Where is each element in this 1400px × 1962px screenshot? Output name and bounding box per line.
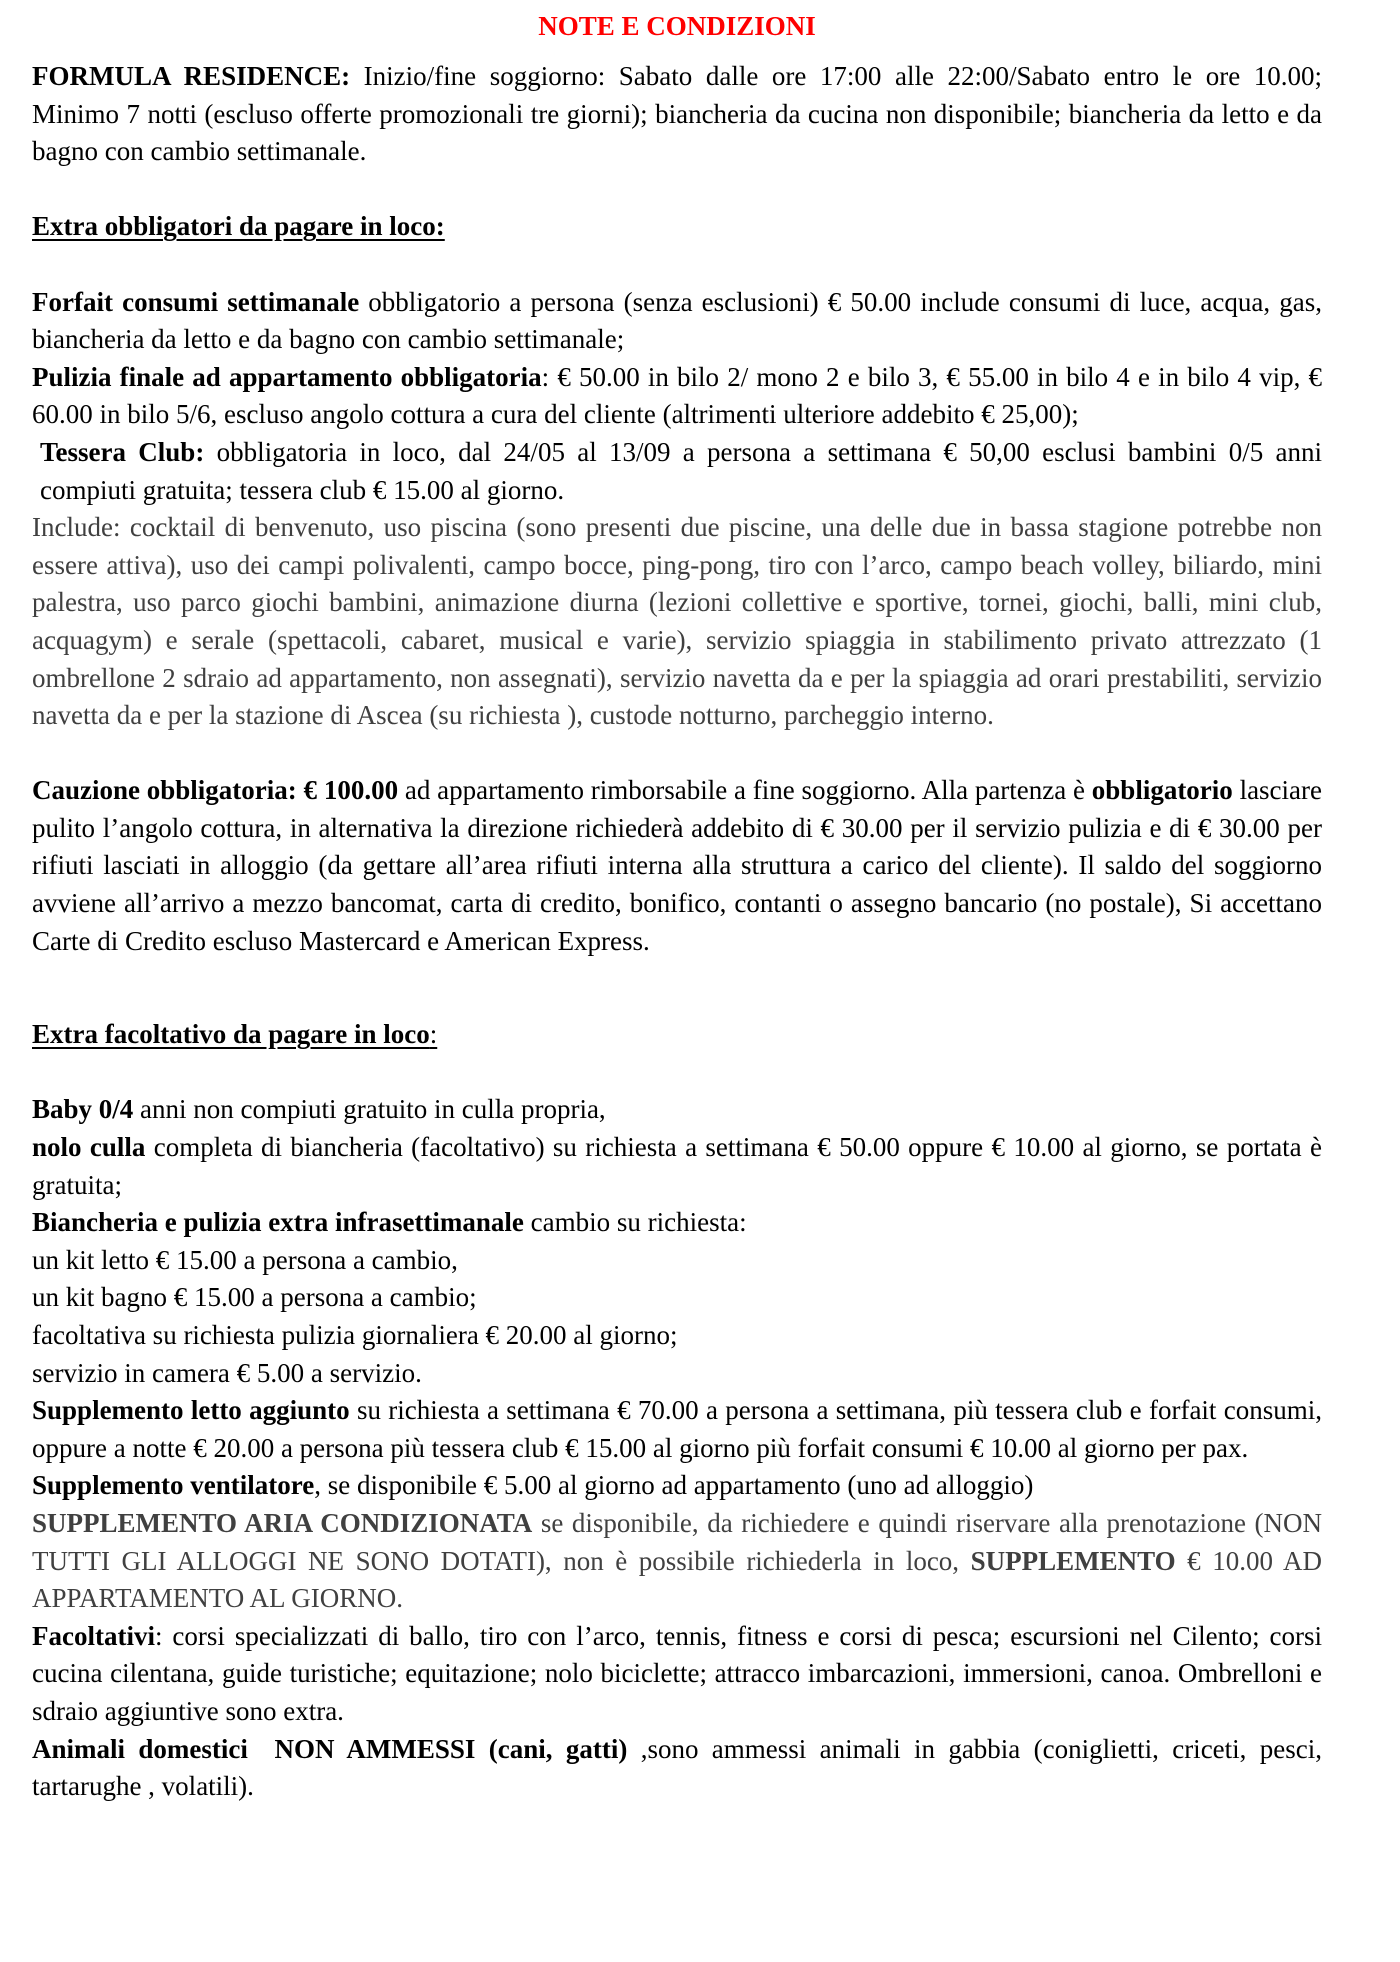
- nolo-culla-label: nolo culla: [32, 1132, 146, 1163]
- facoltativi-paragraph: [32, 1618, 1322, 1731]
- spacer: [32, 246, 1322, 284]
- biancheria-label: Biancheria e pulizia extra infrasettimanale: [32, 1207, 524, 1238]
- include-paragraph: Include: cocktail di benvenuto, uso piscina (sono presenti due piscine, una delle due in bassa stagione potrebbe non essere attiva), uso dei campi polivalenti, campo bocce, ping-pong, tiro con l’arco, campo beach volley, biliardo, mini palestra, uso parco giochi bambini, animazione diurna (lezioni collettive e sportive, tornei, giochi, balli, mini club, acquagym) e serale (spettacoli, cabaret, musical e varie), servizio spiaggia in stabilimento privato attrezzato (1 ombrellone 2 sdraio ad appartamento, non assegnati), servizio navetta da e per la spiaggia ad orari prestabiliti, servizio navetta da e per la stazione di Ascea (su richiesta ), custode notturno, parcheggio interno.: [32, 512, 1322, 731]
- supplemento-aria-bold: SUPPLEMENTO: [970, 1545, 1176, 1576]
- pulizia-finale-text: : € 50.00 in bilo 2/ mono 2 e bilo 3, € 55.00 in bilo 4 e in bilo 4 vip, € 60.00 in bilo 5/6, escluso angolo cottura a cura del cliente (altrimenti ulteriore addebito € 25,00);: [32, 361, 1322, 430]
- forfait-consumi-text: obbligatorio a persona (senza esclusioni) € 50.00 include consumi di luce, acqua, gas, biancheria da letto e da bagno con cambio settimanale;: [32, 286, 1322, 355]
- spacer: [32, 735, 1322, 773]
- facoltativi-label: Facoltativi: [32, 1620, 155, 1651]
- nolo-culla-paragraph: [32, 1129, 1322, 1204]
- list-item: facoltativa su richiesta pulizia giornaliera € 20.00 al giorno;: [32, 1320, 678, 1350]
- facoltativi-text: : corsi specializzati di ballo, tiro con l’arco, tennis, fitness e corsi di pesca; escursioni nel Cilento; corsi cucina cilentana, guide turistiche; equitazione; nolo biciclette; attracco imbarcazioni, immersioni, canoa. Ombrelloni e sdraio aggiuntive sono extra.: [32, 1620, 1322, 1726]
- supplemento-aria-text: se disponibile, da richiedere e quindi riservare alla prenotazione (NON TUTTI GLI ALLOGGI NE SONO DOTATI), non è possibile richiederla in loco,: [32, 1507, 1323, 1576]
- biancheria-text: cambio su richiesta:: [523, 1207, 747, 1238]
- list-item: un kit bagno € 15.00 a persona a cambio;: [32, 1282, 477, 1313]
- section-heading-extra-facoltativo: [32, 1016, 1322, 1054]
- formula-residence-paragraph: [32, 58, 1322, 171]
- tessera-club-label: Tessera Club:: [40, 436, 205, 467]
- section-heading-text: Extra facoltativo da pagare in loco: [32, 1019, 430, 1050]
- cauzione-text-2: lasciare pulito l’angolo cottura, in alternativa la direzione richiederà addebito di € 30.00 per il servizio pulizia e di € 30.00 per rifiuti lasciati in alloggio (da gettare all’area rifiuti interna alla struttura a carico del cliente). Il saldo del soggiorno avviene all’arrivo a mezzo bancomat, carta di credito, bonifico, contanti o assegno bancario (no postale), Si accettano Carte di Credito escluso Mastercard e American Express.: [32, 775, 1323, 956]
- tessera-club-paragraph: [32, 434, 1322, 509]
- nolo-culla-text: completa di biancheria (facoltativo) su richiesta a settimana € 50.00 oppure € 10.00 al giorno, se portata è gratuita;: [32, 1132, 1322, 1200]
- spacer: [32, 1054, 1322, 1092]
- section-heading-extra-obbligatori: [32, 208, 1322, 246]
- formula-residence-label: FORMULA RESIDENCE:: [32, 61, 351, 91]
- formula-residence-text: Inizio/fine soggiorno: Sabato dalle ore 17:00 alle 22:00/Sabato entro le ore 10.00; Minimo 7 notti (escluso offerte promozionali tre giorni); biancheria da cucina non disponibile; biancheria da letto e da bagno con cambio settimanale.: [32, 61, 1322, 167]
- supplemento-aria-paragraph: [32, 1505, 1322, 1618]
- pulizia-finale-paragraph: [32, 359, 1322, 434]
- biancheria-paragraph: [32, 1204, 1322, 1242]
- baby-label: Baby 0/4: [32, 1094, 134, 1125]
- supplemento-ventilatore-text: , se disponibile € 5.00 al giorno ad appartamento (uno ad alloggio): [314, 1470, 1034, 1501]
- forfait-consumi-label: Forfait consumi settimanale: [32, 286, 360, 317]
- spacer: [32, 171, 1322, 209]
- supplemento-ventilatore-label: Supplemento ventilatore: [32, 1470, 315, 1501]
- supplemento-aria-text-2: € 10.00 AD APPARTAMENTO AL GIORNO.: [32, 1545, 1322, 1614]
- animali-paragraph: [32, 1731, 1322, 1806]
- pulizia-finale-label: Pulizia finale ad appartamento obbligatoria: [32, 361, 542, 392]
- animali-text: ,sono ammessi animali in gabbia (coniglietti, criceti, pesci, tartarughe , volatili).: [32, 1733, 1322, 1802]
- list-item: servizio in camera € 5.00 a servizio.: [32, 1357, 422, 1388]
- page-title: NOTE E CONDIZIONI: [538, 11, 816, 41]
- section-heading-text: Extra obbligatori da pagare in loco:: [32, 211, 445, 242]
- document-page: [32, 8, 1322, 1806]
- spacer: [32, 960, 1322, 1016]
- cauzione-obbligatorio: obbligatorio: [1091, 775, 1233, 806]
- cauzione-text: ad appartamento rimborsabile a fine soggiorno. Alla partenza è: [398, 775, 1092, 806]
- supplemento-letto-label: Supplemento letto aggiunto: [32, 1395, 350, 1426]
- baby-paragraph: [32, 1091, 1322, 1129]
- section-heading-suffix: :: [429, 1019, 438, 1050]
- supplemento-letto-text: su richiesta a settimana € 70.00 a persona a settimana, più tessera club e forfait consumi, oppure a notte € 20.00 a persona più tessera club € 15.00 al giorno più forfait consumi € 10.00 al giorno per pax.: [32, 1395, 1322, 1463]
- supplemento-ventilatore-paragraph: [32, 1467, 1322, 1505]
- list-item: un kit letto € 15.00 a persona a cambio,: [32, 1244, 458, 1275]
- cauzione-label: Cauzione obbligatoria: € 100.00: [32, 775, 399, 806]
- animali-label: Animali domestici NON AMMESSI (cani, gatti): [32, 1733, 628, 1764]
- forfait-consumi-paragraph: [32, 284, 1322, 359]
- supplemento-letto-paragraph: [32, 1392, 1322, 1467]
- baby-text: anni non compiuti gratuito in culla propria,: [133, 1094, 606, 1125]
- cauzione-paragraph: [32, 772, 1322, 960]
- supplemento-aria-label: SUPPLEMENTO ARIA CONDIZIONATA: [32, 1507, 533, 1538]
- tessera-club-text: obbligatoria in loco, dal 24/05 al 13/09 a persona a settimana € 50,00 esclusi bambini 0/5 anni compiuti gratuita; tessera club € 15.00 al giorno.: [40, 436, 1322, 505]
